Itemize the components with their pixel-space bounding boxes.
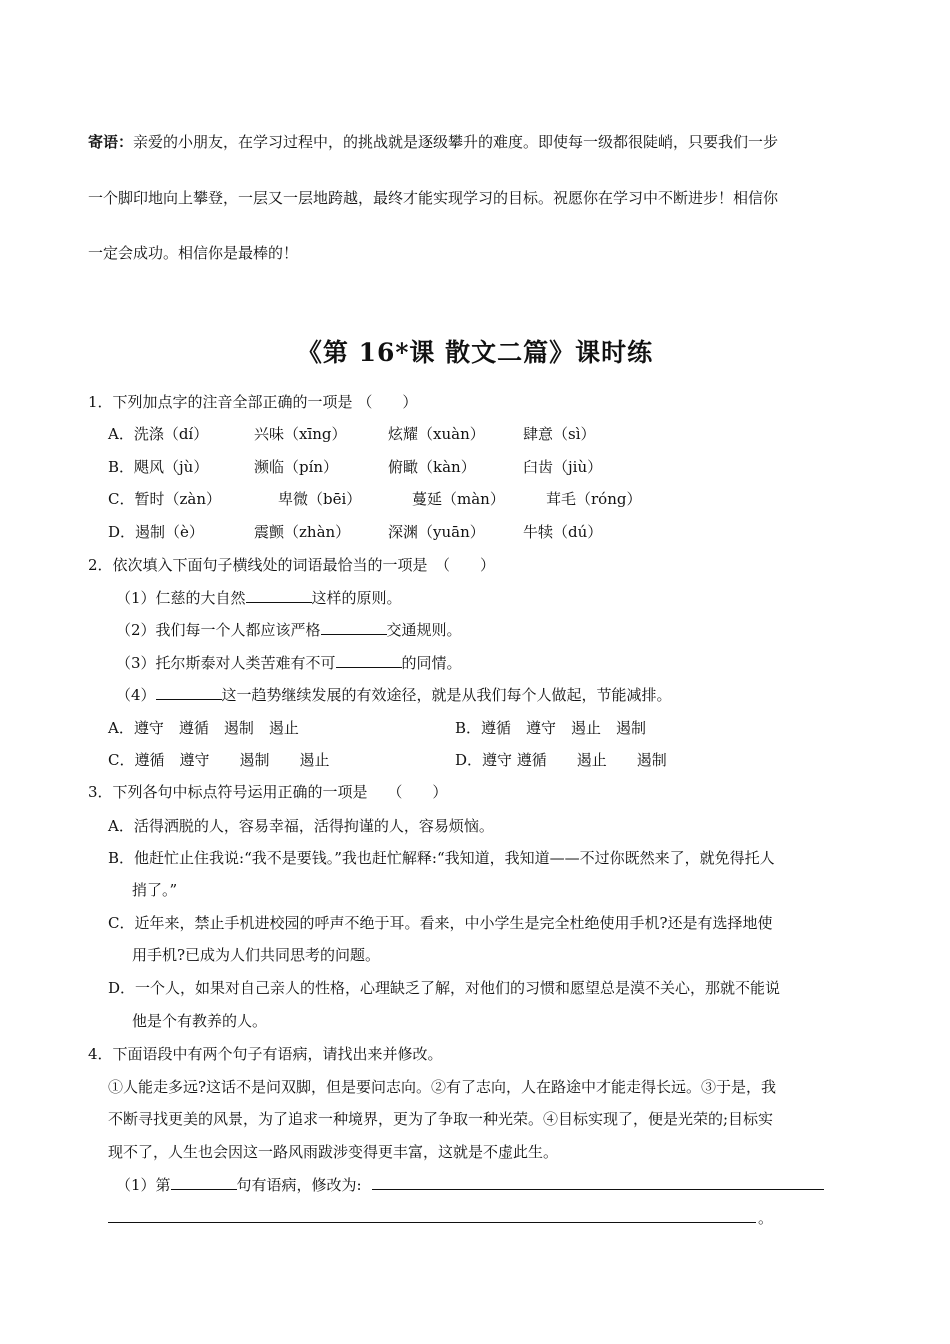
q2-s1-blank[interactable] (246, 587, 312, 603)
q2-s4-after: 这一趋势继续发展的有效途径，就是从我们每个人做起，节能减排。 (221, 686, 672, 704)
q1-b-1: B．飓风（jù） (108, 458, 209, 476)
q3-option-d-line-2: 他是个有教养的人。 (132, 1012, 268, 1030)
q2-option-d: D．遵守 遵循 遏止 遏制 (455, 751, 667, 769)
intro-label: 寄语： (88, 133, 134, 151)
q3-option-a: A．活得洒脱的人，容易幸福，活得拘谨的人，容易烦恼。 (108, 817, 494, 835)
q1-option-b (108, 456, 602, 478)
q1-option-c (108, 488, 641, 510)
q1-stem: 1．下列加点字的注音全部正确的一项是 （ ） (88, 393, 418, 411)
q1-c-4: 茸毛（róng） (546, 490, 642, 508)
q2-option-c: C．遵循 遵守 遏制 遏止 (108, 751, 330, 769)
q1-option-d (108, 521, 602, 543)
intro-text-1: 亲爱的小朋友，在学习过程中，的挑战就是逐级攀升的难度。即使每一级都很陡峭，只要我们一步 (133, 133, 779, 151)
q2-sentence-4 (116, 684, 672, 706)
q2-sentence-3 (116, 652, 462, 674)
q4-answer-end-mark: 。 (758, 1209, 774, 1227)
page-title: 《第 16*课 散文二篇》课时练 (296, 338, 654, 367)
q1-a-4: 肆意（sì） (523, 425, 596, 443)
q3-option-c-line-1: C．近年来，禁止手机进校园的呼声不绝于耳。看来，中小学生是完全杜绝使用手机?还是有选择地使 (108, 914, 773, 932)
q1-c-3: 蔓延（màn） (412, 490, 505, 508)
q2-s4-blank[interactable] (156, 684, 222, 700)
q4-answer-1-label: 句有语病，修改为: (236, 1176, 362, 1194)
q4-passage-line-3: 现不了，人生也会因这一路风雨跋涉变得更丰富，这就是不虚此生。 (108, 1143, 559, 1161)
q2-s2-after: 交通规则。 (386, 621, 462, 639)
q2-stem: 2．依次填入下面句子横线处的词语最恰当的一项是 （ ） (88, 556, 496, 574)
q3-option-c-line-2: 用手机?已成为人们共同思考的问题。 (132, 946, 381, 964)
q3-option-d-line-1: D．一个人，如果对自己亲人的性格，心理缺乏了解，对他们的习惯和愿望总是漠不关心，那就不能说 (108, 979, 781, 997)
q4-answer-1-prefix: （1）第 (116, 1176, 171, 1194)
q2-s2-blank[interactable] (321, 619, 387, 635)
q2-s3-blank[interactable] (336, 652, 402, 668)
q2-s3-after: 的同情。 (401, 654, 462, 672)
q1-a-1: A．洗涤（dí） (108, 425, 209, 443)
q2-s1-before: （1）仁慈的大自然 (116, 589, 246, 607)
q3-option-b-line-2: 捎了。” (132, 881, 178, 899)
q2-s4-before: （4） (116, 686, 156, 704)
q4-passage-line-1: ①人能走多远?这话不是问双脚，但是要问志向。②有了志向，人在路途中才能走得长远。③于是，我 (108, 1078, 777, 1096)
q1-a-2: 兴味（xīng） (254, 425, 347, 443)
q4-answer-line-1[interactable] (372, 1189, 824, 1190)
intro-line-3: 一定会成功。相信你是最棒的！ (88, 244, 299, 262)
q1-option-a (108, 423, 596, 445)
q1-d-2: 震颤（zhàn） (254, 523, 351, 541)
q4-passage-line-2: 不断寻找更美的风景，为了追求一种境界，更为了争取一种光荣。④目标实现了，便是光荣的;目标实 (108, 1110, 774, 1128)
intro-line-2: 一个脚印地向上攀登，一层又一层地跨越，最终才能实现学习的目标。祝愿你在学习中不断进步！相信你 (88, 189, 779, 207)
q2-s2-before: （2）我们每一个人都应该严格 (116, 621, 321, 639)
q1-d-3: 深渊（yuān） (388, 523, 485, 541)
q1-b-3: 俯瞰（kàn） (388, 458, 476, 476)
q2-option-b: B．遵循 遵守 遏止 遏制 (455, 719, 647, 737)
q4-answer-1 (116, 1174, 362, 1196)
q1-c-1: C．暂时（zàn） (108, 490, 221, 508)
q1-d-1: D．遏制（è） (108, 523, 204, 541)
q4-stem: 4．下面语段中有两个句子有语病，请找出来并修改。 (88, 1045, 443, 1063)
q2-sentence-2 (116, 619, 462, 641)
q2-sentence-1 (116, 587, 402, 609)
intro-line-1 (88, 131, 868, 153)
q1-c-2: 卑微（bēi） (278, 490, 362, 508)
q1-a-3: 炫耀（xuàn） (388, 425, 485, 443)
q4-answer-line-2[interactable] (108, 1222, 756, 1223)
q2-s1-after: 这样的原则。 (311, 589, 402, 607)
q4-sentence-number-blank[interactable] (171, 1174, 237, 1190)
q3-option-b-line-1: B．他赶忙止住我说:“我不是要钱。”我也赶忙解释:“我知道，我知道——不过你既然来了，就免得托人 (108, 849, 775, 867)
q2-s3-before: （3）托尔斯泰对人类苦难有不可 (116, 654, 336, 672)
q2-option-a: A．遵守 遵循 遏制 遏止 (108, 719, 299, 737)
q1-b-2: 濒临（pín） (254, 458, 339, 476)
q3-stem: 3．下列各句中标点符号运用正确的一项是 （ ） (88, 783, 448, 801)
q1-b-4: 臼齿（jiù） (523, 458, 603, 476)
q1-d-4: 牛犊（dú） (523, 523, 603, 541)
